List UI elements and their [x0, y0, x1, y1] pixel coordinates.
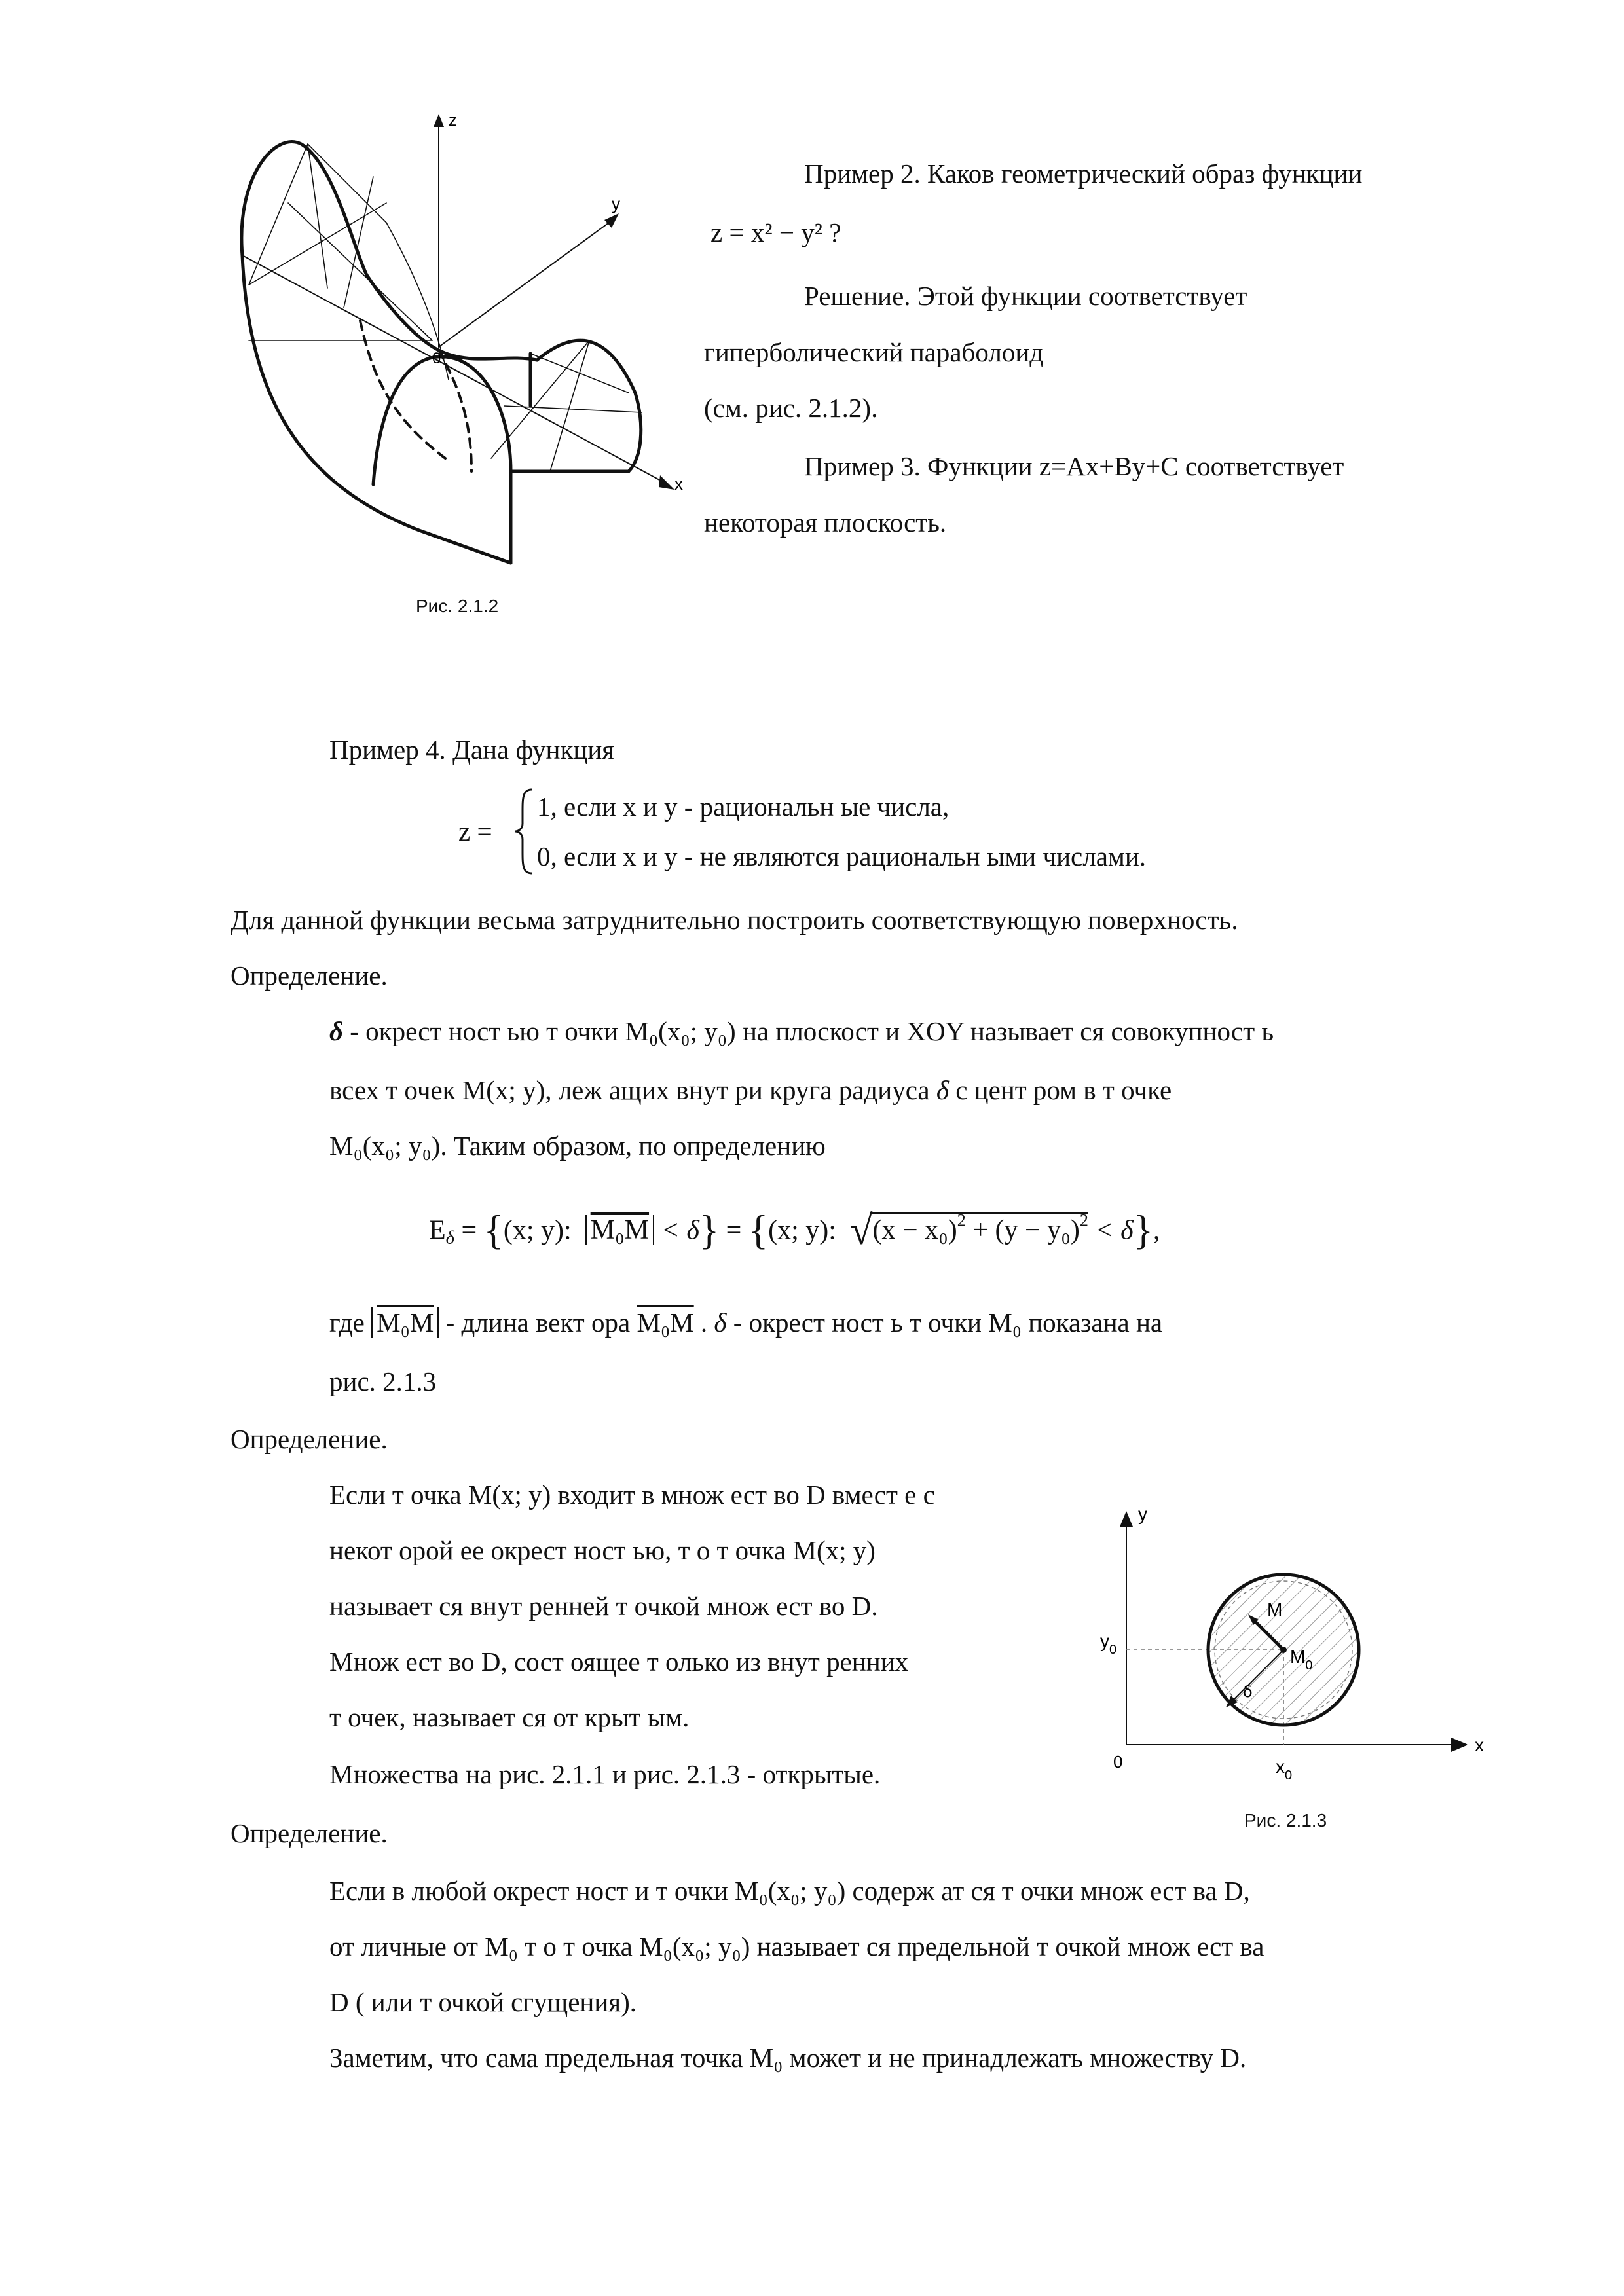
def3-line2: от личные от M₀ т о т очка M₀(x₀; y₀) называет ся предельной т очкой множ ест ва [329, 1931, 1264, 1961]
x-axis [242, 255, 668, 484]
fig213-axis-y: y [1138, 1504, 1147, 1524]
fig213-delta: δ [1243, 1683, 1253, 1701]
def2-line5: т очек, называет ся от крыт ым. [329, 1702, 690, 1732]
fig-2-1-3-caption: Рис. 2.1.3 [1244, 1810, 1327, 1831]
fig213-M: M [1267, 1599, 1283, 1620]
def3-line3: D ( или т очкой сгущения). [329, 1987, 637, 2017]
def3-line1: Если в любой окрест ност и т очки M₀(x₀; y₀) содерж ат ся т очки множ ест ва D, [329, 1876, 1250, 1906]
x-arrow-213 [1451, 1738, 1468, 1752]
example2-solution: Решение. Этой функции соответствует [804, 281, 1247, 311]
fig213-x0: $x_0$ [1276, 1757, 1293, 1783]
where-line2: рис. 2.1.3 [329, 1366, 437, 1396]
saddle-rear-curve [439, 340, 641, 471]
saddle-axis-x-label: x [674, 474, 683, 494]
def1-delta: δ [329, 1016, 344, 1046]
saddle-axis-z-label: z [449, 110, 457, 130]
fig213-y0: $y_0$ [1100, 1631, 1117, 1657]
def3-line4: Заметим, что сама предельная точка M₀ может и не принадлежать множеству D. [329, 2043, 1247, 2073]
text-surface: Для данной функции весьма затруднительно построить соответствующую поверхность. [231, 905, 1238, 935]
fig213-axis-x: x [1475, 1735, 1484, 1755]
example2-ref: (см. рис. 2.1.2). [704, 393, 878, 423]
def3-title: Определение. [231, 1818, 388, 1848]
def2-title: Определение. [231, 1424, 388, 1454]
def2-line4: Множ ест во D, сост оящее т олько из внут ренних [329, 1647, 909, 1677]
example3-line1: Пример 3. Функции z=Ax+By+C соответствует [804, 451, 1344, 481]
saddle-front-arch [373, 357, 511, 484]
example4-case1: 1, если x и y - рациональн ые числа, [537, 792, 950, 822]
norm-M0M: M₀M [585, 1215, 654, 1245]
y-arrow [604, 213, 619, 228]
example3-line2: некоторая плоскость. [704, 507, 947, 538]
def2-line3: называет ся внут ренней т очкой множ ест во D. [329, 1591, 878, 1621]
fig213-M0: $M_0$ [1290, 1647, 1313, 1673]
hidden-curve-2 [439, 350, 471, 471]
saddle-axis-y-label: y [612, 194, 620, 213]
def1-line1: δ - окрест ност ью т очки M₀(x₀; y₀) на плоскост и XOY называет ся совокупност ь [329, 1016, 1274, 1046]
y-arrow-213 [1120, 1511, 1133, 1527]
def1-line3: M₀(x₀; y₀). Таким образом, по определению [329, 1131, 826, 1161]
example2-line1: Пример 2. Каков геометрический образ функции [804, 158, 1363, 189]
example4-title: Пример 4. Дана функция [329, 735, 615, 765]
fig-2-1-2-caption: Рис. 2.1.2 [416, 596, 499, 616]
saddle-origin-label: 0 [432, 350, 441, 367]
example2-formula: z = x² − y² ? [710, 217, 841, 247]
example4-z: z = [458, 816, 492, 847]
def1-line2: всех т очек M(x; y), леж ащих внут ри круга радиуса δ с цент ром в т очке [329, 1075, 1172, 1105]
def2-line1: Если т очка M(x; y) входит в множ ест во D вмест е с [329, 1480, 935, 1510]
fig213-origin: 0 [1113, 1752, 1123, 1772]
def2-line6: Множества на рис. 2.1.1 и рис. 2.1.3 - открытые. [329, 1759, 881, 1789]
neighbourhood-figure [1080, 1499, 1500, 1783]
saddle-figure [223, 105, 707, 602]
def1-title: Определение. [231, 960, 388, 991]
saddle-left-edge [242, 255, 511, 563]
example2-hyperboloid: гиперболический параболоид [704, 337, 1044, 367]
piecewise-brace [511, 786, 537, 877]
example4-case2: 0, если x и y - не являются рациональн ыми числами. [537, 841, 1147, 871]
x-arrow [659, 475, 674, 490]
neighbourhood-formula: $E_\delta = \{(x$; y): M₀M < δ} = {(x; y): $√(x - x_0)^2 + (y - y_0)^2 < \delta$}, [429, 1207, 1160, 1253]
def2-line2: некот орой ее окрест ност ью, т о т очка M(x; y) [329, 1535, 876, 1565]
where-line: где M₀M - длина вект ора M₀M . δ - окрест ност ь т очки M₀ показана на [329, 1307, 1163, 1338]
z-arrow [434, 114, 444, 127]
y-axis [439, 223, 609, 347]
